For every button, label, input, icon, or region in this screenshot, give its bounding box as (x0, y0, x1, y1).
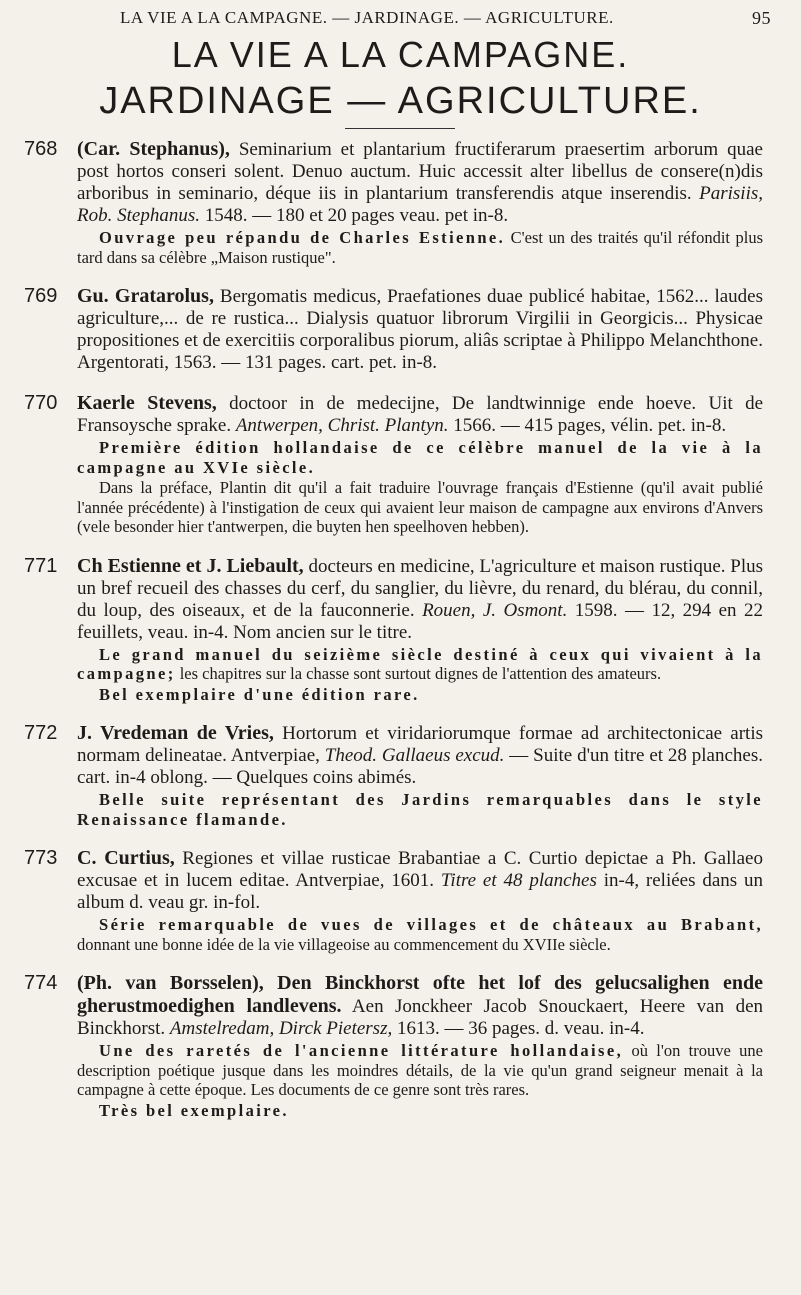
entry-text: doctoor in de medecijne, De landtwinnige ende hoeve. Uit de Fransoysche sprake. (77, 393, 763, 436)
note-text: les chapitres sur la chasse sont surtout dignes de l'attention des amateurs. (175, 664, 662, 683)
running-head-text: LA VIE A LA CAMPAGNE. — JARDINAGE. — AGRICULTURE. (120, 8, 614, 27)
lot-number: 769 (24, 285, 58, 307)
catalogue-entry (0, 392, 801, 537)
entry-imprint: Amstelredam, Dirck Pietersz, (169, 1018, 393, 1039)
section-subtitle: JARDINAGE — AGRICULTURE. (99, 80, 702, 122)
entry-note (77, 645, 763, 684)
entry-note (77, 1041, 763, 1100)
entry-collation: — Suite d'un titre et 28 planches. cart. in-4 oblong. — Quelques coins abimés. (77, 745, 763, 788)
lot-number: 768 (24, 138, 58, 160)
entry-text: Hortorum et viridariorumque formae ad architectonicae artis normam delineatae. Antverpiae, (77, 723, 763, 766)
entry-collation: 1598. — 12, 294 en 22 feuillets, veau. in-4. Nom ancien sur le titre. (77, 599, 763, 643)
entry-note (77, 685, 763, 705)
entry-text: Aen Jonckheer Jacob Snouckaert, Heere van den Binckhorst. (77, 996, 763, 1039)
note-highlight: Première édition hollandaise de ce célèbre manuel de la vie à la campagne au XVIe siècle. (77, 438, 763, 477)
entry-collation: in-4, reliées dans un album d. veau gr. in-fol. (77, 870, 763, 913)
section-title: LA VIE A LA CAMPAGNE. (171, 34, 630, 75)
entry-description (77, 285, 763, 374)
entry-author: (Ph. van Borsselen), Den Binckhorst ofte het lof des gelucsalighen ende gherustmoedighen landlevens. (77, 972, 763, 1017)
catalogue-entry (0, 722, 801, 829)
entry-note (77, 228, 763, 267)
note-highlight: Une des raretés de l'ancienne littérature hollandaise, (99, 1041, 624, 1060)
running-head (120, 8, 771, 28)
entry-imprint: Rouen, J. Osmont. (422, 599, 568, 621)
lot-number: 774 (24, 972, 58, 994)
note-highlight: Très bel exemplaire. (99, 1100, 289, 1120)
note-highlight: Belle suite représentant des Jardins remarquables dans le style Renaissance flamande. (77, 790, 763, 829)
catalogue-entry (0, 972, 801, 1120)
entry-description (77, 972, 763, 1040)
catalogue-entry (0, 138, 801, 267)
entry-description (77, 722, 763, 789)
note-highlight: Série remarquable de vues de villages et de châteaux au Brabant, (99, 915, 763, 934)
note-text: Dans la préface, Plantin dit qu'il a fait traduire l'ouvrage français d'Estienne (qu'il avait publié l'année précédente) à l'instigation de ceux qui avaient leur maison de campagne aux environs d'Anvers (vele besonder hier t'antwerpen, die buyten hen speelhoven hebben). (77, 478, 763, 536)
page-number: 95 (752, 8, 771, 28)
entry-imprint: Theod. Gallaeus excud. (324, 745, 505, 766)
note-highlight: Bel exemplaire d'une édition rare. (99, 684, 420, 704)
lot-number: 771 (24, 554, 58, 577)
note-text: où l'on trouve une description poétique jusque dans les moindres détails, de la vie qu'un grand seigneur menait à la campagne à cette époque. Les documents de ce genre sont très rares. (77, 1041, 763, 1099)
entry-author: (Car. Stephanus), (77, 138, 230, 160)
entry-imprint: Antwerpen, Christ. Plantyn. (235, 415, 449, 436)
catalogue-entry (0, 555, 801, 705)
entry-author: Kaerle Stevens, (77, 392, 217, 414)
entry-description (77, 555, 763, 644)
catalogue-entry (0, 847, 801, 954)
entry-imprint: Titre et 48 planches (440, 870, 597, 891)
lot-number: 773 (24, 847, 58, 869)
entry-description (77, 847, 763, 914)
note-highlight: Ouvrage peu répandu de Charles Estienne. (99, 228, 506, 247)
note-highlight: Le grand manuel du seizième siècle destiné à ceux qui vivaient à la campagne; (77, 644, 763, 683)
entry-text: Seminarium et plantarium fructiferarum praesertim arborum quae post hortos conseri solent. Denuo auctum. Huic accessit alter libellus de consere(n)dis arboribus in seminario, déque iis in plantarium transferendis atque inserendis. (77, 139, 763, 204)
entry-list (0, 138, 801, 1138)
entry-collation: 1548. — 180 et 20 pages veau. pet in-8. (199, 205, 509, 226)
entry-text: docteurs en medicine, L'agriculture et maison rustique. Plus un bref recueil des chasses du cerf, du sanglier, du lièvre, du renard, du blérau, du connil, du loup, des oiseaux, et de la fauconnerie. (77, 555, 763, 621)
entry-text: Bergomatis medicus, Praefationes duae publicé habitae, 1562... laudes agriculture,... de re rustica... Dialysis quatuor librorum Virgilii in Georgicis... Physicae propositiones et de exercitiis corporalibus piorum, aliâs scriptae à Philippo Melanchthone. Argentorati, 1563. — 131 pages. cart. pet. in-8. (77, 286, 763, 373)
entry-imprint: Parisiis, Rob. Stephanus. (77, 183, 763, 226)
entry-note (77, 790, 763, 829)
entry-collation: 1566. — 415 pages, vélin. pet. in-8. (448, 415, 727, 436)
note-text: C'est un des traités qu'il réfondit plus tard dans sa célèbre „Maison rustique". (77, 228, 764, 267)
entry-author: J. Vredeman de Vries, (77, 722, 274, 744)
entry-note (77, 1101, 763, 1121)
lot-number: 770 (24, 392, 58, 414)
entry-description (77, 392, 763, 437)
entry-text: Regiones et villae rusticae Brabantiae a C. Curtio depictae a Ph. Gallaeo excusae et in lucem editae. Antverpiae, 1601. (77, 848, 763, 891)
title-rule (345, 128, 455, 129)
entry-collation: 1613. — 36 pages. d. veau. in-4. (392, 1018, 645, 1039)
entry-note (77, 478, 763, 537)
catalogue-entry (0, 285, 801, 374)
note-text: donnant une bonne idée de la vie villageoise au commencement du XVIIe siècle. (77, 934, 611, 954)
entry-description (77, 138, 763, 227)
lot-number: 772 (24, 722, 58, 744)
entry-note (77, 438, 763, 477)
entry-author: Ch Estienne et J. Liebault, (77, 554, 304, 577)
entry-author: C. Curtius, (77, 847, 175, 869)
entry-note (77, 915, 763, 954)
entry-author: Gu. Gratarolus, (77, 285, 214, 307)
